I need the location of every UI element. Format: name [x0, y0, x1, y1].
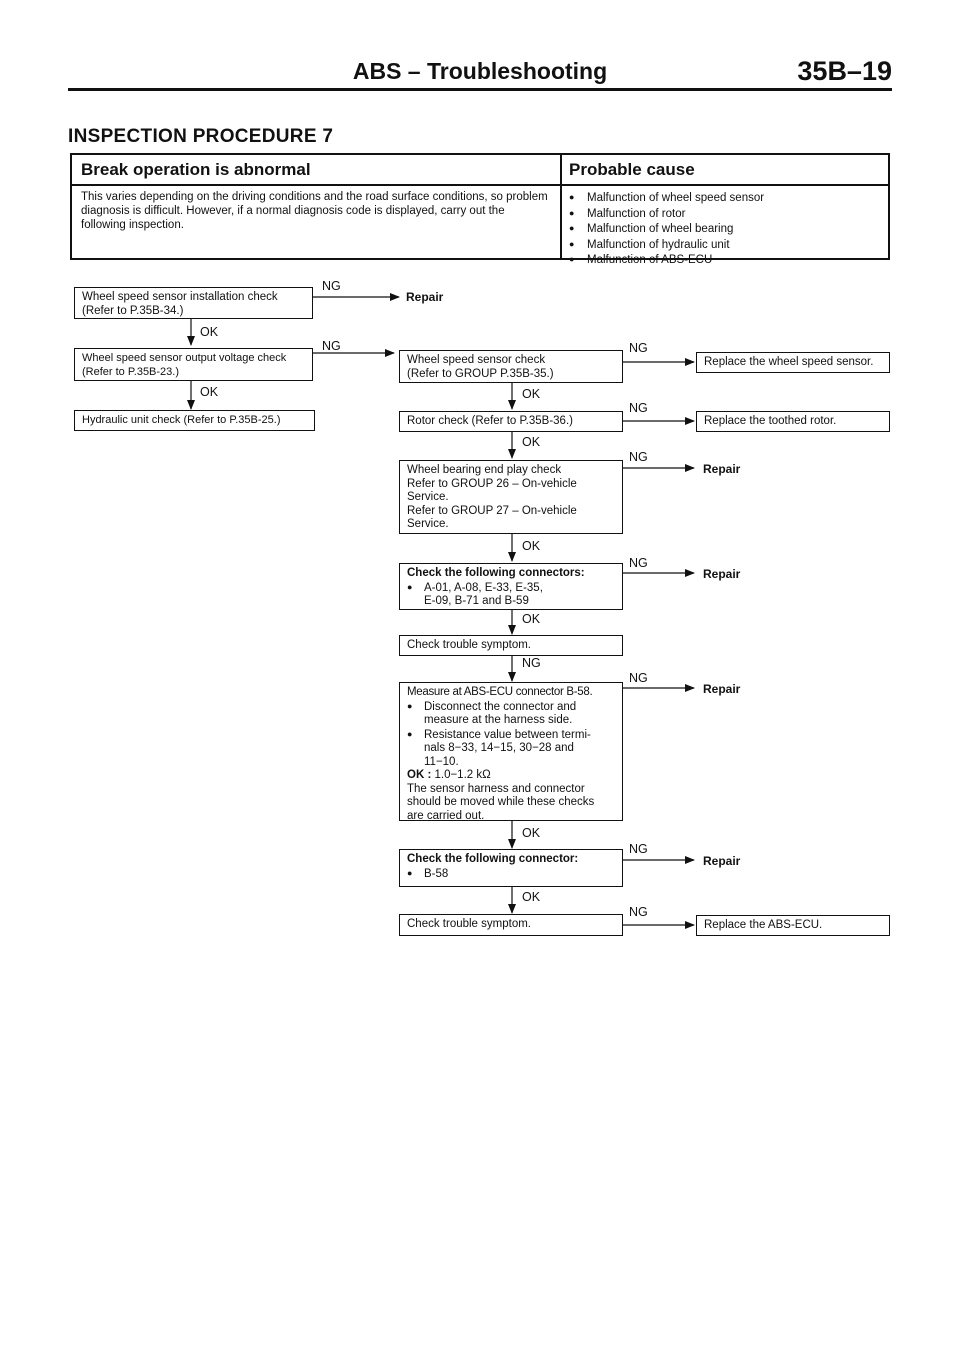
connector-check-box — [399, 849, 623, 887]
bearing-check-ref27: Refer to GROUP 27 – On-vehicle — [407, 504, 577, 517]
measure-bullet-2: ● Resistance value between termi- — [407, 728, 615, 743]
install-check-line: Wheel speed sensor installation check — [82, 291, 278, 303]
repair-label: Repair — [703, 682, 741, 696]
trouble-symptom-line: Check trouble symptom. — [407, 639, 531, 651]
rotor-check-line: Rotor check (Refer to P.35B-36.) — [407, 415, 573, 427]
trouble-symptom-box-2 — [399, 914, 623, 936]
page-number: 35B–19 — [797, 56, 892, 86]
replace-ecu-text: Replace the ABS-ECU. — [704, 919, 823, 931]
cause-item: ● Malfunction of hydraulic unit — [569, 237, 764, 253]
measure-bullet-2-cont: nals 8−33, 14−15, 30−28 and — [424, 742, 574, 754]
replace-rotor-text: Replace the toothed rotor. — [704, 415, 837, 427]
measure-note: The sensor harness and connector — [407, 782, 585, 795]
connectors-check-continuation: E-09, B-71 and B-59 — [424, 595, 529, 607]
output-check-ref: (Refer to P.35B-23.) — [82, 365, 180, 378]
cause-item: ● Malfunction of wheel speed sensor — [569, 190, 764, 206]
ok-label: OK — [522, 890, 541, 904]
ecu-measure-box — [399, 682, 623, 821]
trouble-symptom-box-1 — [399, 635, 623, 656]
ok-label: OK — [522, 387, 541, 401]
rotor-check-box — [399, 411, 623, 432]
measure-bullet-2-cont: 11−10. — [424, 755, 459, 768]
measure-bullet-1: ● Disconnect the connector and — [407, 700, 615, 715]
ok-spec-value: 1.0−1.2 kΩ — [434, 769, 491, 781]
measure-note: are carried out. — [407, 809, 485, 822]
repair-label: Repair — [703, 854, 741, 868]
ng-label: NG — [322, 279, 341, 293]
ng-label: NG — [522, 656, 541, 670]
ng-label: NG — [629, 671, 648, 685]
ng-label: NG — [629, 341, 648, 355]
install-check-ref: (Refer to P.35B-34.) — [82, 304, 184, 317]
bearing-check-service: Service. — [407, 491, 449, 503]
sensor-check-ref: (Refer to GROUP P.35B-35.) — [407, 367, 554, 380]
sensor-check-box — [399, 350, 623, 383]
symptom-heading: Break operation is abnormal — [81, 160, 311, 179]
bearing-check-line: Wheel bearing end play check — [407, 464, 562, 476]
ok-label: OK — [200, 325, 219, 339]
trouble-symptom-line: Check trouble symptom. — [407, 918, 531, 930]
measure-title: Measure at ABS-ECU connector B-58. — [407, 686, 593, 698]
ng-label: NG — [629, 401, 648, 415]
connectors-check-item: ● A-01, A-08, E-33, E-35, — [407, 581, 615, 596]
install-check-box — [74, 287, 313, 319]
connectors-check-box — [399, 563, 623, 610]
ok-label: OK — [522, 435, 541, 449]
repair-label: Repair — [703, 567, 741, 581]
replace-ecu-box — [696, 915, 890, 936]
ng-label: NG — [629, 450, 648, 464]
output-check-line: Wheel speed sensor output voltage check — [82, 352, 287, 364]
connector-check-item: ● B-58 — [407, 867, 615, 882]
ng-label: NG — [322, 339, 341, 353]
bearing-check-service: Service. — [407, 518, 449, 530]
replace-sensor-box — [696, 352, 890, 373]
output-voltage-check-box — [74, 348, 313, 381]
bearing-check-ref26: Refer to GROUP 26 – On-vehicle — [407, 477, 577, 490]
ng-label: NG — [629, 556, 648, 570]
section-title: INSPECTION PROCEDURE 7 — [68, 126, 334, 147]
probable-cause-heading: Probable cause — [569, 160, 695, 179]
measure-ok-spec — [407, 769, 615, 783]
sensor-check-line: Wheel speed sensor check — [407, 354, 546, 366]
cause-item: ● Malfunction of wheel bearing — [569, 221, 764, 237]
cause-item: ● Malfunction of rotor — [569, 206, 764, 222]
connector-check-title: Check the following connector: — [407, 853, 579, 865]
replace-rotor-box — [696, 411, 890, 432]
page-header-title: ABS – Troubleshooting — [352, 58, 608, 84]
connectors-check-title: Check the following connectors: — [407, 567, 585, 579]
hydraulic-unit-check-box — [74, 410, 315, 431]
symptom-description: This varies depending on the driving conditions and the road surface conditions, so problem diagnosis is difficult. However, if a normal diagnosis code is displayed, carry out the following inspection. — [81, 191, 548, 231]
ok-label: OK — [522, 612, 541, 626]
measure-bullet-1-cont: measure at the harness side. — [424, 714, 573, 726]
bearing-check-box — [399, 460, 623, 534]
cause-item: ● Malfunction of ABS-ECU — [569, 252, 764, 268]
ng-label: NG — [629, 842, 648, 856]
ok-label: OK — [522, 539, 541, 553]
ok-spec-label: OK : — [407, 769, 432, 781]
repair-label: Repair — [703, 462, 741, 476]
replace-sensor-text: Replace the wheel speed sensor. — [704, 356, 874, 368]
measure-note: should be moved while these checks — [407, 796, 595, 808]
repair-label: Repair — [406, 290, 444, 304]
hydraulic-check-line: Hydraulic unit check (Refer to P.35B-25.) — [82, 414, 281, 426]
ng-label: NG — [629, 905, 648, 919]
ok-label: OK — [522, 826, 541, 840]
ok-label: OK — [200, 385, 219, 399]
